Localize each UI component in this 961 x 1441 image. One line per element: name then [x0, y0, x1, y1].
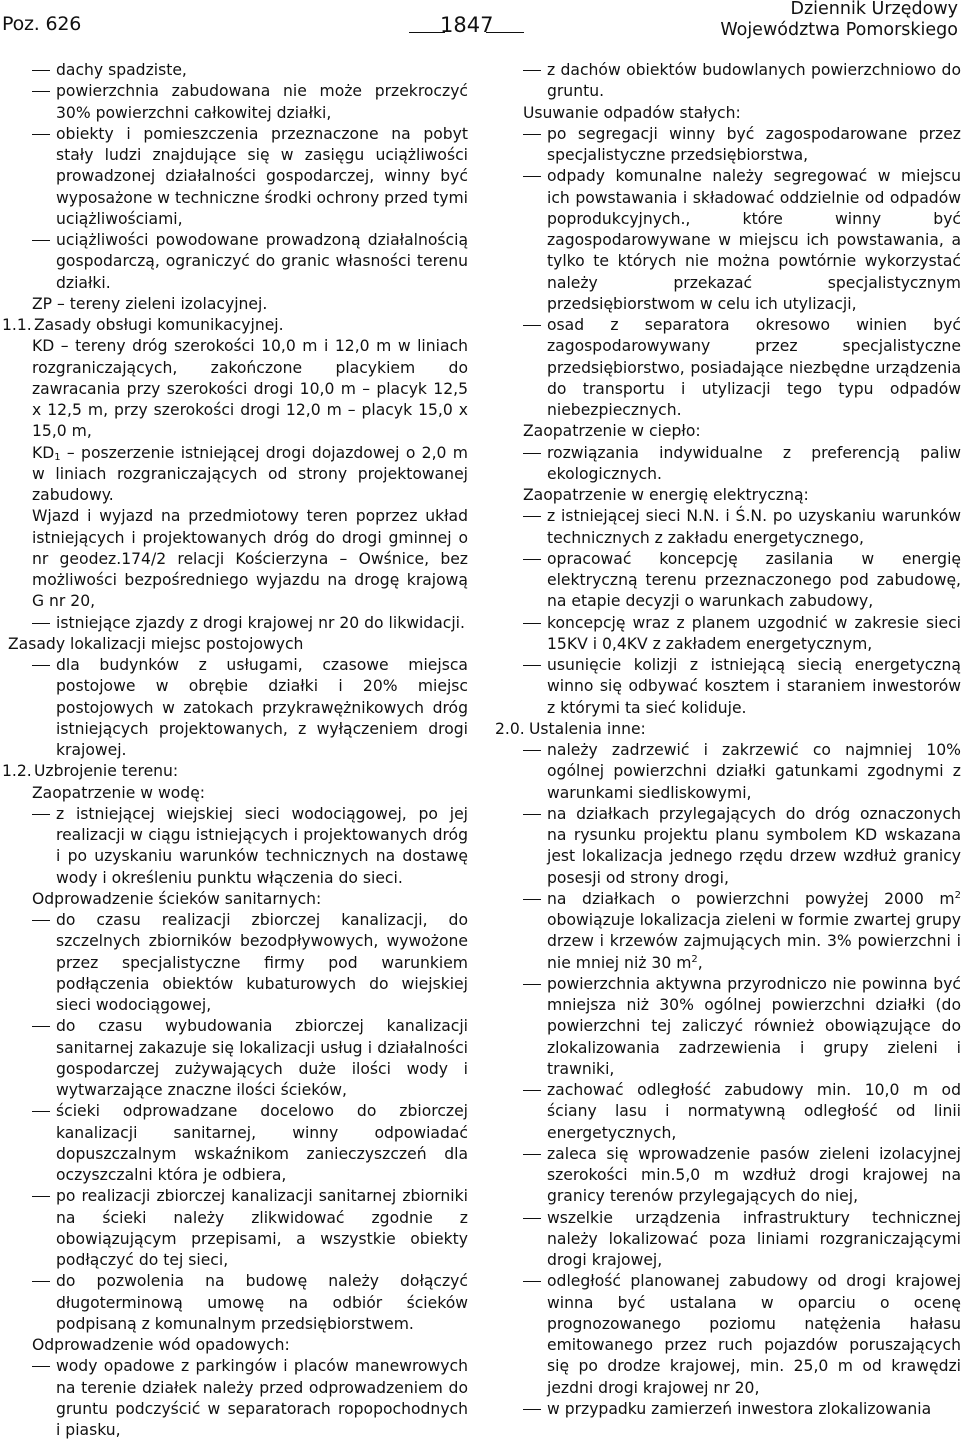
- dash-bullet: [523, 984, 541, 985]
- dash-bullet: [32, 1111, 50, 1112]
- page-header: [0, 0, 960, 52]
- list-item: osad z separatora okresowo winien być zagospodarowywany przez specjalistyczne przedsiębiorstwo, posiadające niezbędne urządzenia do transportu i utylizacji tego typu odpadów niebezpiecznych.: [523, 315, 961, 421]
- list-item: opracować koncepcję zasilania w energię elektryczną terenu przeznaczonego pod zabudowę, na etapie decyzji o warunkach zabudowy,: [523, 549, 961, 613]
- list-item: uciążliwości powodowane prowadzoną działalnością gospodarczą, ograniczyć do granic własności terenu działki.: [32, 230, 468, 294]
- dash-bullet: [523, 176, 541, 177]
- section-heading: [2, 761, 468, 782]
- dash-bullet: [32, 1281, 50, 1282]
- list-item: ścieki odprowadzane docelowo do zbiorczej kanalizacji sanitarnej, winny odpowiadać dopuszczalnym wskaźnikom zanieczyszczeń dla oczyszczalni która je odbiera,: [32, 1101, 468, 1186]
- list-item: z istniejącej wiejskiej sieci wodociągowej, po jej realizacji w ciągu istniejących i projektowanych dróg i po uzyskaniu warunków technicznych na dostawę wody i określeniu punktu włączenia do sieci.: [32, 804, 468, 889]
- list-item: do pozwolenia na budowę należy dołączyć długoterminową umowę na odbiór ścieków podpisaną z komunalnym przedsiębiorstwem.: [32, 1271, 468, 1335]
- list-item: zaleca się wprowadzenie pasów zieleni izolacyjnej szerokości min.5,0 m wzdłuż drogi krajowej na granicy terenów przylegających do niej,: [523, 1144, 961, 1208]
- header-rule-right: [486, 32, 524, 33]
- dash-bullet: [523, 899, 541, 900]
- right-column: [495, 60, 961, 1420]
- list-item: rozwiązania indywidualne z preferencją paliw ekologicznych.: [523, 443, 961, 486]
- list-item: powierzchnia zabudowana nie może przekroczyć 30% powierzchni całkowitej działki,: [32, 81, 468, 124]
- dash-bullet: [523, 1090, 541, 1091]
- dash-bullet: [523, 325, 541, 326]
- list-item: dachy spadziste,: [32, 60, 468, 81]
- list-item: zachować odległość zabudowy min. 10,0 m od ściany lasu i normatywną odległość od linii energetycznych,: [523, 1080, 961, 1144]
- list-item: do czasu wybudowania zbiorczej kanalizacji sanitarnej zakazuje się lokalizacji usług i działalności gospodarczej zużywających duże ilości wody i wytwarzające znaczne ilości ścieków,: [32, 1016, 468, 1101]
- dash-bullet: [523, 1409, 541, 1410]
- left-column: [2, 60, 468, 1441]
- dash-bullet: [32, 814, 50, 815]
- subheading: Usuwanie odpadów stałych:: [523, 103, 741, 122]
- section-title: Uzbrojenie terenu:: [34, 762, 179, 781]
- list-item: powierzchnia aktywna przyrodniczo nie powinna być mniejsza niż 30% ogólnej powierzchni działki (do powierzchni tej zaliczyć również obowiązujące do zlokalizowania zadrzewienia i grupy zieleni i trawniki,: [523, 974, 961, 1080]
- dash-bullet: [523, 814, 541, 815]
- subheading: Zaopatrzenie w energię elektryczną:: [523, 486, 809, 504]
- list-item: istniejące zjazdy z drogi krajowej nr 20 do likwidacji.: [32, 613, 468, 634]
- dash-bullet: [523, 70, 541, 71]
- list-item: odpady komunalne należy segregować w miejscu ich powstawania i składować oddzielnie od odpadów poprodukcyjnych., które winny być zagospodarowywane w miejscu ich powstawania, a tylko te których nie można powtórnie wykorzystać należy przekazać specjalistycznym przedsiębiorstwom w celu ich utylizacji,: [523, 166, 961, 315]
- dash-bullet: [32, 1196, 50, 1197]
- list-item: koncepcję wraz z planem uzgodnić w zakresie sieci 15KV i 0,4KV z zakładem energetycznym,: [523, 613, 961, 656]
- section-heading: [2, 315, 468, 336]
- list-item: po segregacji winny być zagospodarowane przez specjalistyczne przedsiębiorstwa,: [523, 124, 961, 167]
- dash-bullet: [523, 750, 541, 751]
- list-item: do czasu realizacji zbiorczej kanalizacji, do szczelnych zbiorników bezodpływowych, wywożone przez specjalistyczne firmy pod warunkiem podłączenia obiektów kubaturowych do wiejskiej sieci wodociągowej,: [32, 910, 468, 1016]
- section-heading: [495, 719, 961, 740]
- list-item: usunięcie kolizji z istniejącą siecią energetyczną winno się odbywać kosztem i staraniem inwestorów z którymi ta sieć koliduje.: [523, 655, 961, 719]
- list-item: wszelkie urządzenia infrastruktury technicznej należy lokalizować poza liniami rozgraniczającymi drogi krajowej,: [523, 1208, 961, 1272]
- dash-bullet: [32, 1026, 50, 1027]
- section-number: 1.1.: [2, 316, 32, 334]
- list-item: obiekty i pomieszczenia przeznaczone na pobyt stały ludzi znajdujące się w zasięgu uciążliwości prowadzonej działalności gospodarczej, winny być wyposażone w techniczne środki ochrony przed tymi uciążliwościami,: [32, 124, 468, 230]
- dash-bullet: [523, 1154, 541, 1155]
- journal-title-line1: Dziennik Urzędowy: [790, 0, 958, 19]
- kd-paragraph: KD – tereny dróg szerokości 10,0 m i 12,0 m w liniach rozgraniczających, zakończone placykiem do zawracania przy szerokości drogi 10,0 m – placyk 12,5 x 12,5 m, przy szerokości drogi 12,0 m – placyk 15,0 x 15,0 m,: [32, 337, 468, 441]
- list-item: z istniejącej sieci N.N. i Ś.N. po uzyskaniu warunków technicznych z zakładu energetycznego,: [523, 506, 961, 549]
- section-title: Zasady obsługi komunikacyjnej.: [34, 316, 284, 334]
- section-number: 2.0.: [495, 719, 525, 738]
- dash-bullet: [32, 134, 50, 135]
- list-item: na działkach o powierzchni powyżej 2000 $m^2$ obowiązuje lokalizacja zieleni w formie zwartej grupy drzew i krzewów zajmujących min. 3% powierzchni i nie mniej niż 30 $m^2$,: [523, 889, 961, 974]
- dash-bullet: [32, 623, 50, 624]
- dash-bullet: [523, 559, 541, 560]
- list-item: z dachów obiektów budowlanych powierzchniowo do gruntu.: [523, 60, 961, 103]
- subheading: Odprowadzenie wód opadowych:: [32, 1336, 290, 1354]
- page-number: 1847: [440, 13, 494, 37]
- dash-bullet: [32, 920, 50, 921]
- list-item: wody opadowe z parkingów i placów manewrowych na terenie działek należy przed odprowadzeniem do gruntu podczyścić w separatorach ropopochodnych i piasku,: [32, 1356, 468, 1441]
- list-item: w przypadku zamierzeń inwestora zlokalizowania: [523, 1399, 961, 1420]
- zp-paragraph: ZP – tereny zieleni izolacyjnej.: [32, 294, 268, 313]
- list-item: na działkach przylegających do dróg oznaczonych na rysunku projektu planu symbolem KD wskazana jest lokalizacja jednego rzędu drzew wzdłuż granicy posesji od strony drogi,: [523, 804, 961, 889]
- journal-title: [720, 0, 958, 41]
- dash-bullet: [523, 623, 541, 624]
- list-item: odległość planowanej zabudowy od drogi krajowej winna być ustalana w oparciu o ocenę prognozowanego poziomu natężenia hałasu emitowanego przez ruch pojazdów poruszających się po drodze krajowej, min. 25,0 m od krawędzi jezdni drogi krajowej nr 20,: [523, 1271, 961, 1399]
- dash-bullet: [32, 91, 50, 92]
- dash-bullet: [32, 70, 50, 71]
- subheading: Odprowadzenie ścieków sanitarnych:: [32, 889, 322, 908]
- dash-bullet: [523, 453, 541, 454]
- dash-bullet: [32, 240, 50, 241]
- list-item: po realizacji zbiorczej kanalizacji sanitarnej zbiorniki na ścieki należy zlikwidować zgodnie z obowiązującym przepisami, a wszystkie obiekty podłączyć do tej sieci,: [32, 1186, 468, 1271]
- dash-bullet: [523, 1218, 541, 1219]
- journal-title-line2: Województwa Pomorskiego: [720, 20, 958, 40]
- dash-bullet: [523, 516, 541, 517]
- dash-bullet: [523, 134, 541, 135]
- list-item: należy zadrzewić i zakrzewić co najmniej 10% ogólnej powierzchni działki gatunkami zgodnymi z warunkami siedliskowymi,: [523, 740, 961, 804]
- subheading: Zaopatrzenie w ciepło:: [523, 422, 701, 441]
- dash-bullet: [32, 665, 50, 666]
- access-paragraph: Wjazd i wyjazd na przedmiotowy teren poprzez układ istniejących i projektowanych dróg do drogi gminnej o nr geodez.174/2 relacji Kościerzyna – Owśnice, bez możliwości bezpośredniego wyjazdu na drogę krajową G nr 20,: [32, 507, 468, 611]
- dash-bullet: [523, 1281, 541, 1282]
- section-number: 1.2.: [2, 762, 32, 781]
- position-number: Poz. 626: [2, 13, 82, 35]
- dash-bullet: [32, 1366, 50, 1367]
- subheading: Zasady lokalizacji miejsc postojowych: [8, 634, 304, 653]
- kd1-paragraph: $KD_1$ – poszerzenie istniejącej drogi dojazdowej o 2,0 m w liniach rozgraniczających od strony projektowanej zabudowy.: [32, 443, 468, 504]
- section-title: Ustalenia inne:: [529, 719, 646, 738]
- subheading: Zaopatrzenie w wodę:: [32, 783, 206, 802]
- dash-bullet: [523, 665, 541, 666]
- list-item: dla budynków z usługami, czasowe miejsca postojowe w obrębie działki i 20% miejsc postojowych w zatokach przykrawężnikowych dróg istniejących projektowanych, z wyłączeniem drogi krajowej.: [32, 655, 468, 761]
